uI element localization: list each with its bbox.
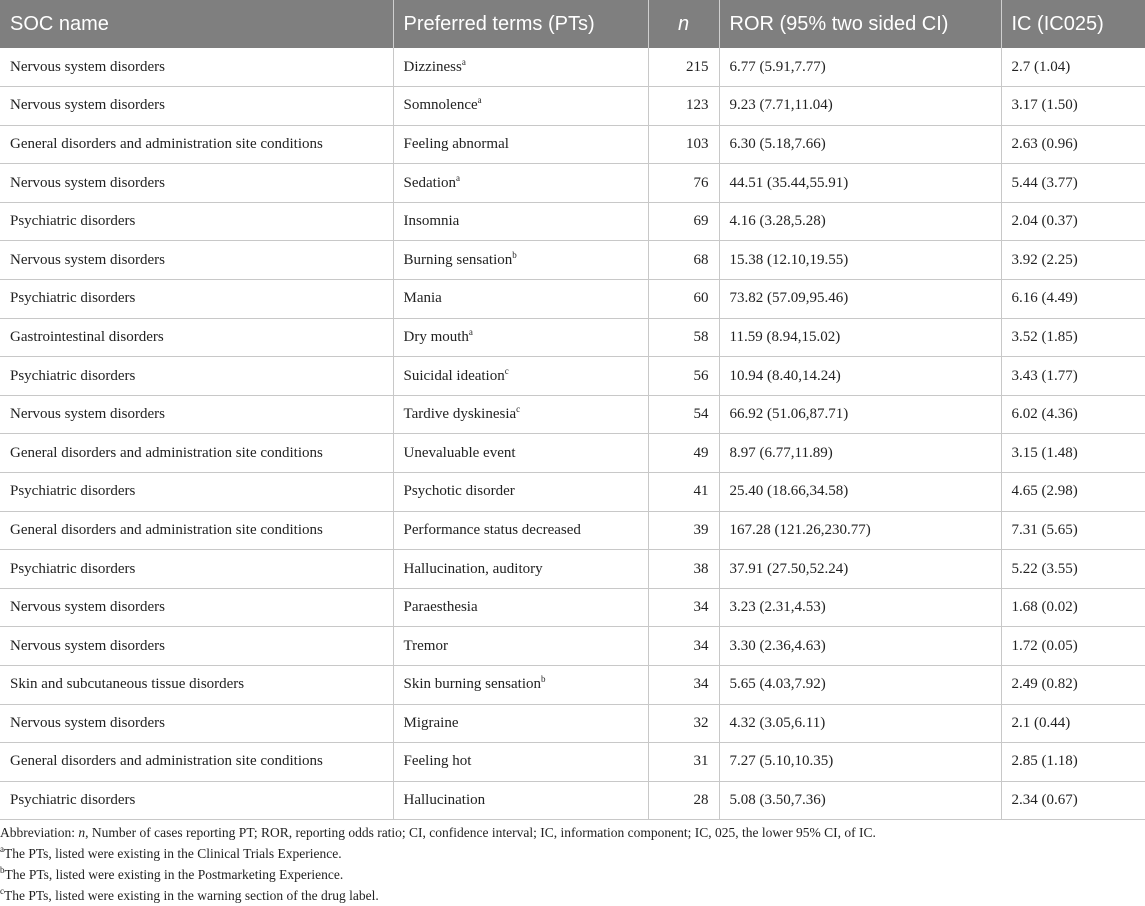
table-row <box>0 781 1145 820</box>
ic-cell: 2.85 (1.18) <box>1001 743 1145 782</box>
n-cell: 41 <box>648 473 719 512</box>
ror-cell: 66.92 (51.06,87.71) <box>719 395 1001 434</box>
n-cell: 34 <box>648 666 719 705</box>
soc-cell: Psychiatric disorders <box>0 280 393 319</box>
ic-cell: 2.34 (0.67) <box>1001 781 1145 820</box>
header-preferred-terms: Preferred terms (PTs) <box>393 0 648 48</box>
ic-cell: 1.72 (0.05) <box>1001 627 1145 666</box>
abbreviation-text: , Number of cases reporting PT; ROR, reporting odds ratio; CI, confidence interval; IC, information component; IC, 025, the lower 95% CI, of IC. <box>85 825 876 840</box>
header-ic: IC (IC025) <box>1001 0 1145 48</box>
pt-footnote-mark: a <box>477 95 482 106</box>
ror-cell: 4.16 (3.28,5.28) <box>719 202 1001 241</box>
ror-cell: 4.32 (3.05,6.11) <box>719 704 1001 743</box>
header-soc-name: SOC name <box>0 0 393 48</box>
pt-footnote-mark: a <box>468 326 473 337</box>
header-n: n <box>648 0 719 48</box>
pt-cell <box>393 743 648 782</box>
footnote-text-b: The PTs, listed were existing in the Postmarketing Experience. <box>4 867 344 882</box>
pt-label: Skin burning sensation <box>403 676 541 693</box>
table-row <box>0 434 1145 473</box>
soc-cell: General disorders and administration site conditions <box>0 743 393 782</box>
pt-cell <box>393 357 648 396</box>
pt-cell <box>393 48 648 87</box>
pt-cell <box>393 666 648 705</box>
ror-cell: 44.51 (35.44,55.91) <box>719 164 1001 203</box>
pt-cell <box>393 473 648 512</box>
soc-cell: Psychiatric disorders <box>0 202 393 241</box>
table-row <box>0 627 1145 666</box>
n-cell: 58 <box>648 318 719 357</box>
abbreviation-n: n <box>78 825 86 840</box>
n-cell: 68 <box>648 241 719 280</box>
n-cell: 39 <box>648 511 719 550</box>
soc-cell: Nervous system disorders <box>0 627 393 666</box>
table-row <box>0 743 1145 782</box>
table-row <box>0 588 1145 627</box>
pt-cell <box>393 434 648 473</box>
abbreviation-note <box>0 822 1145 843</box>
table-row <box>0 395 1145 434</box>
ic-cell: 6.16 (4.49) <box>1001 280 1145 319</box>
footnote-mark-a: a <box>0 844 4 854</box>
table-header <box>0 0 1145 48</box>
pt-cell <box>393 280 648 319</box>
n-cell: 76 <box>648 164 719 203</box>
pt-label: Hallucination, auditory <box>403 560 543 577</box>
ic-cell: 2.04 (0.37) <box>1001 202 1145 241</box>
soc-cell: Nervous system disorders <box>0 395 393 434</box>
ic-cell: 3.92 (2.25) <box>1001 241 1145 280</box>
soc-cell: Nervous system disorders <box>0 87 393 126</box>
n-cell: 32 <box>648 704 719 743</box>
header-ror: ROR (95% two sided CI) <box>719 0 1001 48</box>
ror-cell: 167.28 (121.26,230.77) <box>719 511 1001 550</box>
footnote-c <box>0 885 1145 906</box>
ic-cell: 2.49 (0.82) <box>1001 666 1145 705</box>
n-cell: 56 <box>648 357 719 396</box>
ror-cell: 7.27 (5.10,10.35) <box>719 743 1001 782</box>
ror-cell: 10.94 (8.40,14.24) <box>719 357 1001 396</box>
pt-label: Dry mouth <box>403 328 469 345</box>
pt-label: Feeling abnormal <box>403 135 509 152</box>
pt-cell <box>393 588 648 627</box>
pt-footnote-mark: b <box>541 674 546 685</box>
pt-cell <box>393 202 648 241</box>
pt-label: Tremor <box>403 637 448 654</box>
header-row <box>0 0 1145 48</box>
pt-label: Performance status decreased <box>403 521 581 538</box>
ic-cell: 6.02 (4.36) <box>1001 395 1145 434</box>
pt-footnote-mark: c <box>504 365 509 376</box>
ic-cell: 3.15 (1.48) <box>1001 434 1145 473</box>
table-footnotes <box>0 822 1145 906</box>
n-cell: 69 <box>648 202 719 241</box>
table-row <box>0 241 1145 280</box>
n-cell: 103 <box>648 125 719 164</box>
ror-cell: 3.30 (2.36,4.63) <box>719 627 1001 666</box>
table-row <box>0 666 1145 705</box>
pt-label: Unevaluable event <box>403 444 516 461</box>
table-row <box>0 704 1145 743</box>
soc-cell: Psychiatric disorders <box>0 473 393 512</box>
n-cell: 31 <box>648 743 719 782</box>
ror-cell: 5.08 (3.50,7.36) <box>719 781 1001 820</box>
footnote-b <box>0 864 1145 885</box>
footnote-mark-c: c <box>0 886 4 896</box>
ror-cell: 9.23 (7.71,11.04) <box>719 87 1001 126</box>
pt-footnote-mark: a <box>456 172 460 183</box>
soc-cell: General disorders and administration site conditions <box>0 125 393 164</box>
pt-cell <box>393 395 648 434</box>
ic-cell: 1.68 (0.02) <box>1001 588 1145 627</box>
pt-label: Migraine <box>403 714 459 731</box>
pt-cell <box>393 318 648 357</box>
table-row <box>0 280 1145 319</box>
ror-cell: 73.82 (57.09,95.46) <box>719 280 1001 319</box>
soc-cell: Nervous system disorders <box>0 241 393 280</box>
pt-cell <box>393 550 648 589</box>
soc-cell: Nervous system disorders <box>0 164 393 203</box>
pt-cell <box>393 704 648 743</box>
ic-cell: 3.43 (1.77) <box>1001 357 1145 396</box>
ror-cell: 6.77 (5.91,7.77) <box>719 48 1001 87</box>
pt-label: Insomnia <box>403 213 460 230</box>
pt-label: Hallucination <box>403 792 486 809</box>
soc-cell: Gastrointestinal disorders <box>0 318 393 357</box>
pt-footnote-mark: b <box>512 249 517 260</box>
soc-cell: Nervous system disorders <box>0 48 393 87</box>
ror-cell: 5.65 (4.03,7.92) <box>719 666 1001 705</box>
table-row <box>0 87 1145 126</box>
ror-cell: 8.97 (6.77,11.89) <box>719 434 1001 473</box>
abbreviation-label: Abbreviation: <box>0 825 79 840</box>
n-cell: 28 <box>648 781 719 820</box>
footnote-text-c: The PTs, listed were existing in the warning section of the drug label. <box>4 888 379 903</box>
pt-label: Sedation <box>403 174 456 191</box>
table-row <box>0 164 1145 203</box>
n-cell: 49 <box>648 434 719 473</box>
table-row <box>0 357 1145 396</box>
soc-cell: Nervous system disorders <box>0 704 393 743</box>
pt-cell <box>393 781 648 820</box>
ic-cell: 5.44 (3.77) <box>1001 164 1145 203</box>
ic-cell: 2.7 (1.04) <box>1001 48 1145 87</box>
table-row <box>0 511 1145 550</box>
pt-label: Somnolence <box>403 97 478 114</box>
ror-cell: 6.30 (5.18,7.66) <box>719 125 1001 164</box>
pt-footnote-mark: c <box>516 404 521 415</box>
pt-label: Dizziness <box>403 58 462 75</box>
pt-footnote-mark: a <box>461 56 466 67</box>
footnote-a <box>0 843 1145 864</box>
ror-cell: 37.91 (27.50,52.24) <box>719 550 1001 589</box>
table-row <box>0 550 1145 589</box>
soc-cell: Psychiatric disorders <box>0 550 393 589</box>
pt-label: Psychotic disorder <box>403 483 515 500</box>
soc-cell: General disorders and administration site conditions <box>0 434 393 473</box>
soc-cell: Nervous system disorders <box>0 588 393 627</box>
table-row <box>0 318 1145 357</box>
footnote-mark-b: b <box>0 865 5 875</box>
pt-label: Paraesthesia <box>403 599 478 616</box>
ic-cell: 2.63 (0.96) <box>1001 125 1145 164</box>
pt-label: Feeling hot <box>403 753 472 770</box>
n-cell: 38 <box>648 550 719 589</box>
n-cell: 54 <box>648 395 719 434</box>
ic-cell: 2.1 (0.44) <box>1001 704 1145 743</box>
ic-cell: 7.31 (5.65) <box>1001 511 1145 550</box>
n-cell: 123 <box>648 87 719 126</box>
footnote-text-a: The PTs, listed were existing in the Clinical Trials Experience. <box>4 846 342 861</box>
soc-cell: Psychiatric disorders <box>0 357 393 396</box>
n-cell: 34 <box>648 588 719 627</box>
ic-cell: 3.17 (1.50) <box>1001 87 1145 126</box>
ic-cell: 5.22 (3.55) <box>1001 550 1145 589</box>
n-cell: 34 <box>648 627 719 666</box>
pt-cell <box>393 241 648 280</box>
pt-label: Mania <box>403 290 442 307</box>
n-cell: 215 <box>648 48 719 87</box>
table-row <box>0 125 1145 164</box>
ic-cell: 3.52 (1.85) <box>1001 318 1145 357</box>
soc-cell: Skin and subcutaneous tissue disorders <box>0 666 393 705</box>
ror-cell: 15.38 (12.10,19.55) <box>719 241 1001 280</box>
pt-cell <box>393 87 648 126</box>
ror-cell: 3.23 (2.31,4.53) <box>719 588 1001 627</box>
ror-cell: 25.40 (18.66,34.58) <box>719 473 1001 512</box>
pt-label: Burning sensation <box>403 251 513 268</box>
table-row <box>0 473 1145 512</box>
pt-cell <box>393 164 648 203</box>
n-cell: 60 <box>648 280 719 319</box>
soc-cell: Psychiatric disorders <box>0 781 393 820</box>
pt-cell <box>393 627 648 666</box>
ror-cell: 11.59 (8.94,15.02) <box>719 318 1001 357</box>
pt-label: Tardive dyskinesia <box>403 406 517 423</box>
table-row <box>0 202 1145 241</box>
ic-cell: 4.65 (2.98) <box>1001 473 1145 512</box>
pt-cell <box>393 125 648 164</box>
table-body <box>0 48 1145 820</box>
pt-cell <box>393 511 648 550</box>
soc-cell: General disorders and administration site conditions <box>0 511 393 550</box>
pt-label: Suicidal ideation <box>403 367 505 384</box>
table-row <box>0 48 1145 87</box>
